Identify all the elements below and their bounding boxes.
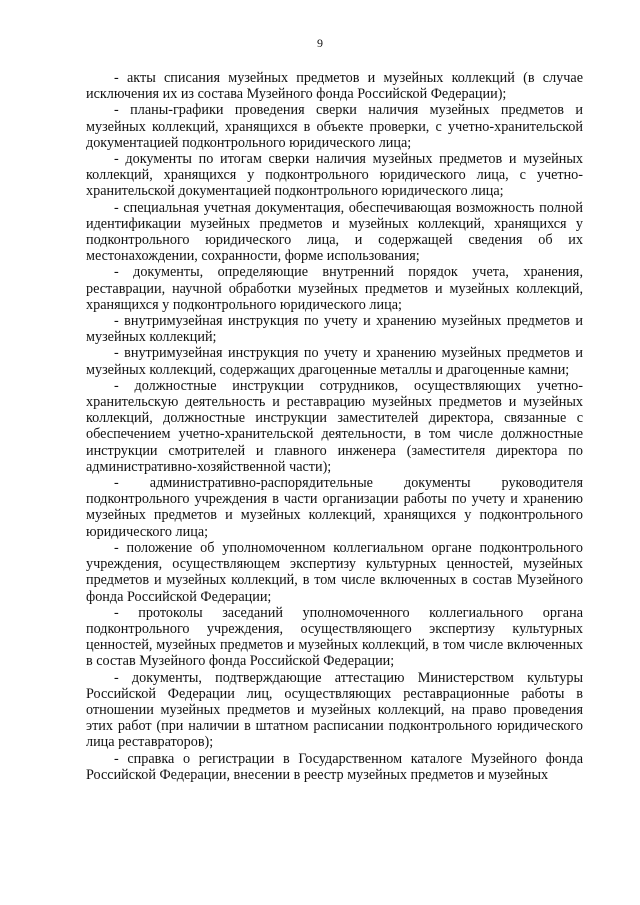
list-item: - внутримузейная инструкция по учету и хранению музейных предметов и музейных коллекций; [86,313,583,346]
list-item: - акты списания музейных предметов и музейных коллекций (в случае исключения их из состава Музейного фонда Российской Федерации); [86,70,583,103]
document-body [86,70,583,783]
list-item: - справка о регистрации в Государственном каталоге Музейного фонда Российской Федерации, внесении в реестр музейных предметов и музейных [86,750,583,783]
list-item: - документы по итогам сверки наличия музейных предметов и музейных коллекций, хранящихся у подконтрольного юридического лица, с учетно-хранительской документацией подконтрольного юридического лица; [86,151,583,200]
list-item: - должностные инструкции сотрудников, осуществляющих учетно-хранительскую деятельность и реставрацию музейных предметов и музейных коллекций, должностные инструкции заместителей директора, связанные с обеспечением учетно-хранительской деятельности, в том числе должностные инструкции смотрителей и главного инженера (заместителя директора по административно-хозяйственной части); [86,377,583,475]
list-item: - административно-распорядительные документы руководителя подконтрольного учреждения в части организации работы по учету и хранению музейных предметов и музейных коллекций, хранящихся у подконтрольного юридического лица; [86,475,583,540]
list-item: - положение об уполномоченном коллегиальном органе подконтрольного учреждения, осуществляющем экспертизу культурных ценностей, музейных предметов и музейных коллекций, в том числе включенных в состав Музейного фонда Российской Федерации; [86,539,583,605]
list-item: - специальная учетная документация, обеспечивающая возможность полной идентификации музейных предметов и музейных коллекций, хранящихся у подконтрольного юридического лица, и содержащей сведения об их местонахождении, сохранности, форме использования; [86,199,583,265]
list-item: - документы, подтверждающие аттестацию Министерством культуры Российской Федерации лиц, осуществляющих реставрационные работы в отношении музейных предметов и музейных коллекций, на право проведения этих работ (при наличии в штатном расписании подконтрольного юридического лица реставраторов); [86,669,583,751]
list-item: - документы, определяющие внутренний порядок учета, хранения, реставрации, научной обработки музейных предметов и музейных коллекций, хранящихся у подконтрольного юридического лица; [86,264,583,313]
list-item: - внутримузейная инструкция по учету и хранению музейных предметов и музейных коллекций, содержащих драгоценные металлы и драгоценные камни; [86,345,583,378]
page-number: 9 [317,36,323,50]
list-item: - планы-графики проведения сверки наличия музейных предметов и музейных коллекций, хранящихся в объекте проверки, с учетно-хранительской документацией подконтрольного юридического лица; [86,102,583,151]
list-item: - протоколы заседаний уполномоченного коллегиального органа подконтрольного учреждения, осуществляющего экспертизу культурных ценностей, музейных предметов и музейных коллекций, в том числе включенных в состав Музейного фонда Российской Федерации; [86,604,583,670]
